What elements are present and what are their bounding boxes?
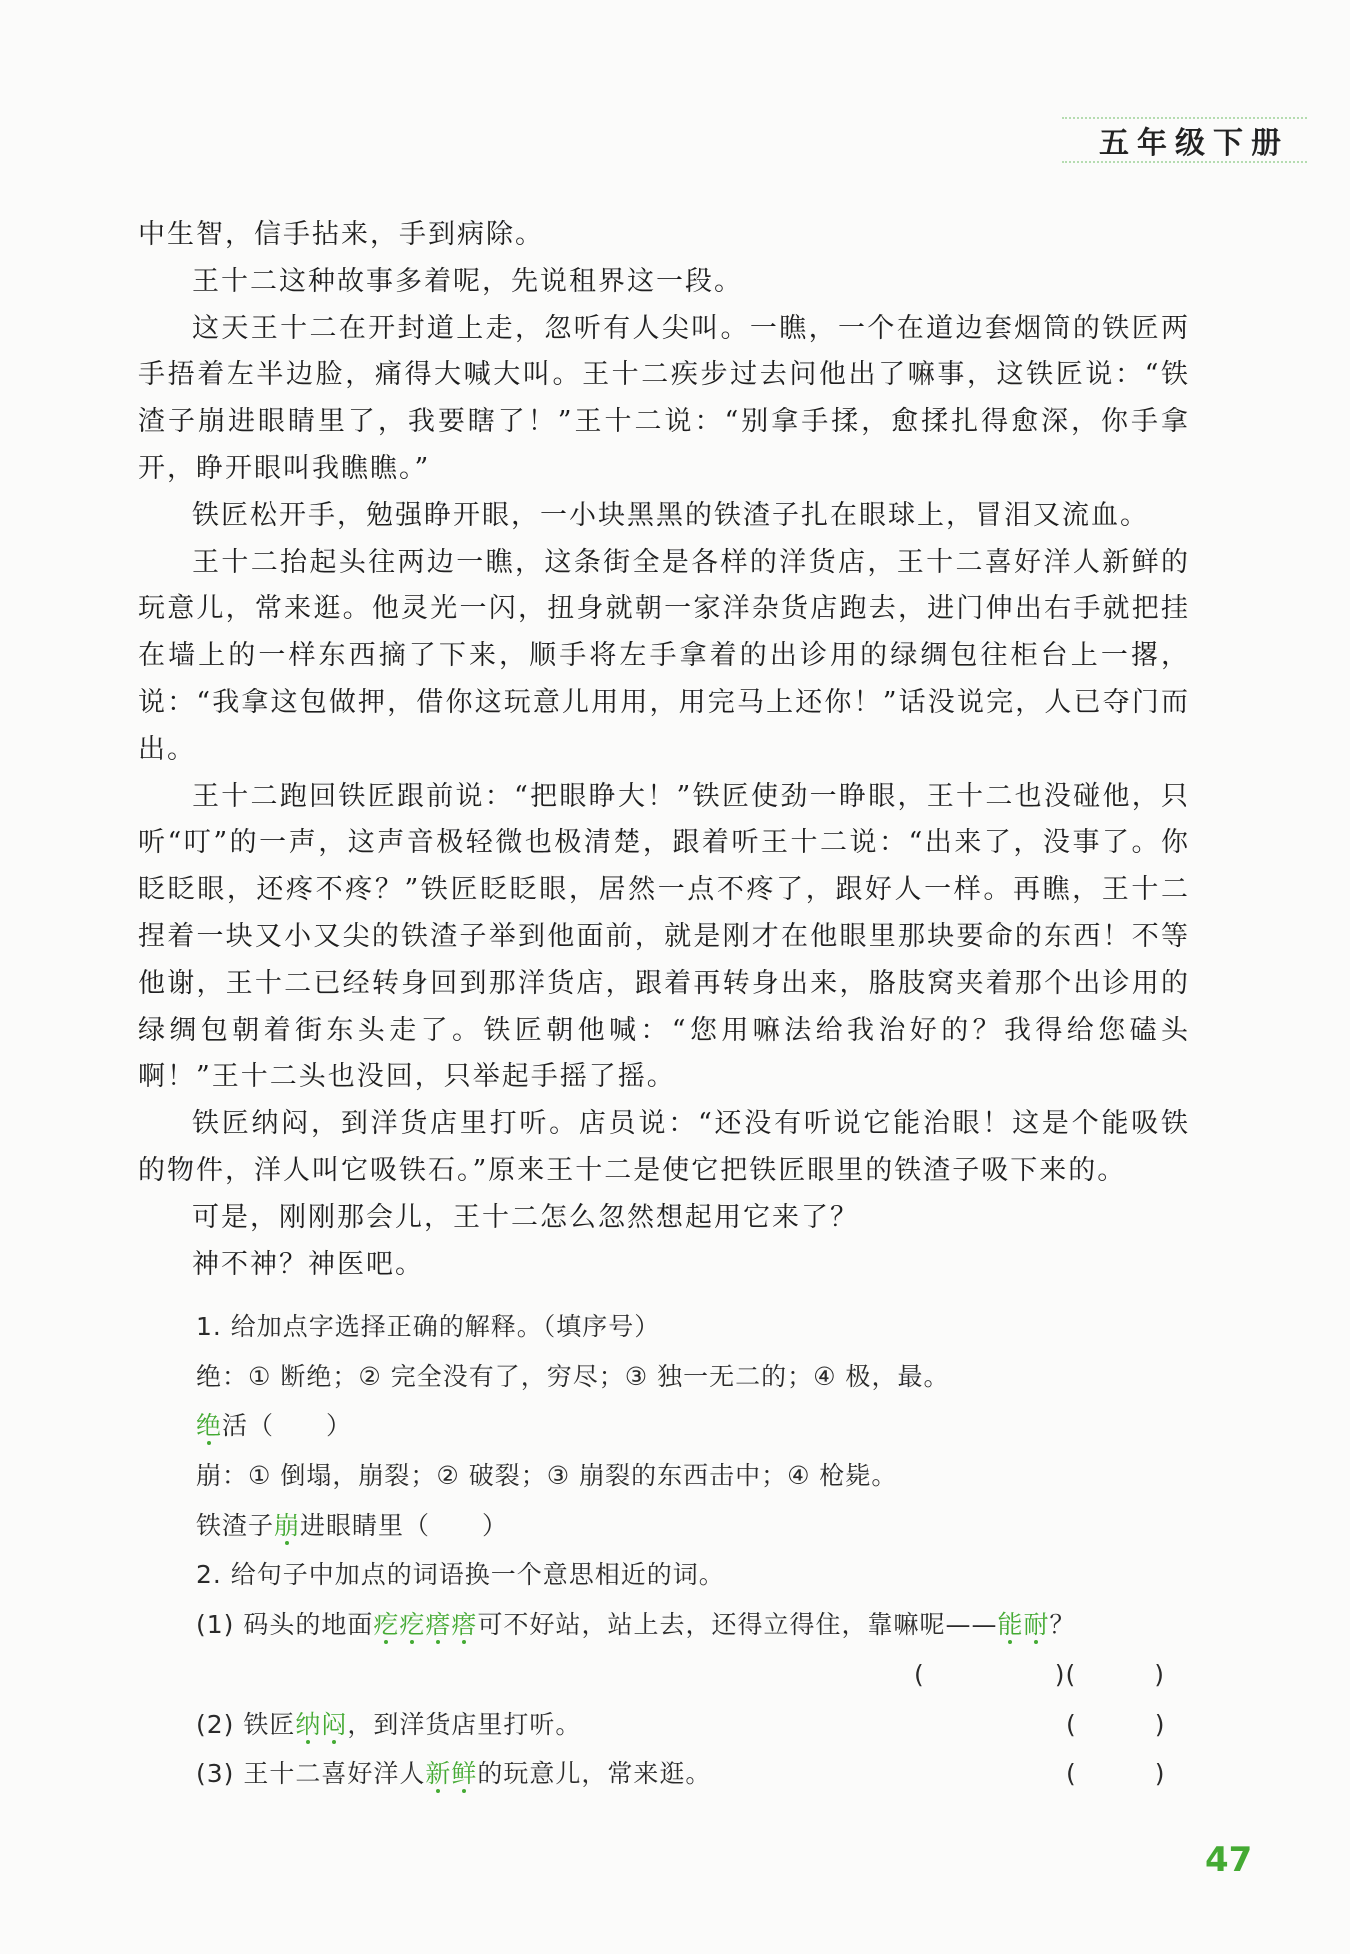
dotted-char: 瘩 — [425, 1610, 452, 1640]
question-2-2 — [196, 1700, 1188, 1750]
grade-label: 五年级下册 — [1062, 117, 1307, 163]
question-1b-word — [196, 1501, 1188, 1551]
text: (3) 王十二喜好洋人 — [196, 1759, 426, 1789]
text: ？ — [1049, 1610, 1076, 1640]
text: ，到洋货店里打听。 — [347, 1709, 582, 1739]
story-paragraph: 这天王十二在开封道上走，忽听有人尖叫。一瞧，一个在道边套烟筒的铁匠两手捂着左半边脸，痛得大喊大叫。王十二疾步过去问他出了嘛事，这铁匠说：“铁渣子崩进眼睛里了，我要瞎了！”王十二说：“别拿手揉，愈揉扎得愈深，你手拿开，睁开眼叫我瞧瞧。” — [138, 312, 1190, 484]
story-paragraph: 中生智，信手拈来，手到病除。 — [138, 219, 544, 250]
exercise-section — [196, 1302, 1188, 1799]
question-2-1 — [196, 1600, 1188, 1650]
question-1b-definitions: 崩：① 倒塌，崩裂；② 破裂；③ 崩裂的东西击中；④ 枪毙。 — [196, 1461, 898, 1491]
story-paragraph: 王十二这种故事多着呢，先说租界这一段。 — [192, 265, 743, 297]
page-number: 47 — [1205, 1840, 1253, 1880]
text: 可不好站，站上去，还得立得住，靠嘛呢—— — [477, 1610, 998, 1640]
answer-blank[interactable]: ( )( ) — [914, 1659, 1166, 1689]
story-paragraph: 王十二跑回铁匠跟前说：“把眼睁大！”铁匠使劲一睁眼，王十二也没碰他，只听“叮”的一声，这声音极轻微也极清楚，跟着听王十二说：“出来了，没事了。你眨眨眼，还疼不疼？”铁匠眨眨眼，居然一点不疼了，跟好人一样。再瞧，王十二捏着一块又小又尖的铁渣子举到他面前，就是刚才在他眼里那块要命的东西！不等他谢，王十二已经转身回到那洋货店，跟着再转身出来，胳肢窝夹着那个出诊用的绿绸包朝着街东头走了。铁匠朝他喊：“您用嘛法给我治好的？我得给您磕头啊！”王十二头也没回，只举起手摇了摇。 — [138, 780, 1190, 1093]
dotted-char: 耐 — [1023, 1610, 1050, 1640]
text: (1) 码头的地面 — [196, 1610, 374, 1640]
question-1a-definitions: 绝：① 断绝；② 完全没有了，穷尽；③ 独一无二的；④ 极，最。 — [196, 1361, 950, 1391]
question-2-title: 2. 给句子中加点的词语换一个意思相近的词。 — [196, 1560, 725, 1590]
question-1-title: 1. 给加点字选择正确的解释。（填序号） — [196, 1312, 661, 1341]
story-paragraph: 铁匠纳闷，到洋货店里打听。店员说：“还没有听说它能治眼！这是个能吸铁的物件，洋人叫它吸铁石。”原来王十二是使它把铁匠眼里的铁渣子吸下来的。 — [138, 1108, 1190, 1186]
dotted-char: 崩 — [274, 1510, 301, 1540]
dotted-char: 疙 — [399, 1610, 426, 1640]
story-paragraph: 王十二抬起头往两边一瞧，这条街全是各样的洋货店，王十二喜好洋人新鲜的玩意儿，常来逛。他灵光一闪，扭身就朝一家洋杂货店跑去，进门伸出右手就把挂在墙上的一样东西摘了下来，顺手将左手拿着的出诊用的绿绸包往柜台上一撂，说：“我拿这包做押，借你这玩意儿用用，用完马上还你！”话没说完，人已夺门而出。 — [138, 546, 1190, 765]
dotted-char: 纳 — [295, 1709, 322, 1739]
story-paragraph: 神不神？神医吧。 — [192, 1248, 424, 1280]
text: 铁渣子 — [196, 1510, 275, 1540]
dotted-char: 新 — [425, 1759, 452, 1789]
dotted-char: 瘩 — [451, 1610, 478, 1640]
story-paragraph: 铁匠松开手，勉强睁开眼，一小块黑黑的铁渣子扎在眼球上，冒泪又流血。 — [192, 499, 1149, 531]
text: 的玩意儿，常来逛。 — [477, 1759, 712, 1789]
answer-blank[interactable]: 活（ ） — [222, 1411, 353, 1441]
dotted-char: 能 — [997, 1610, 1024, 1640]
answer-blank[interactable]: 进眼睛里（ ） — [300, 1510, 509, 1540]
text: (2) 铁匠 — [196, 1709, 296, 1739]
dotted-char: 鲜 — [451, 1759, 478, 1789]
answer-blank[interactable]: ( ) — [1066, 1709, 1166, 1739]
dotted-char: 疙 — [373, 1610, 400, 1640]
dotted-char: 绝 — [196, 1411, 223, 1441]
story-paragraph: 可是，刚刚那会儿，王十二怎么忽然想起用它来了？ — [192, 1201, 859, 1233]
question-1a-word — [196, 1401, 1188, 1451]
story-text — [138, 212, 1190, 1288]
answer-blank[interactable]: ( ) — [1066, 1759, 1166, 1789]
question-2-1-blanks — [196, 1650, 1188, 1700]
question-2-3 — [196, 1749, 1188, 1799]
dotted-char: 闷 — [321, 1709, 348, 1739]
